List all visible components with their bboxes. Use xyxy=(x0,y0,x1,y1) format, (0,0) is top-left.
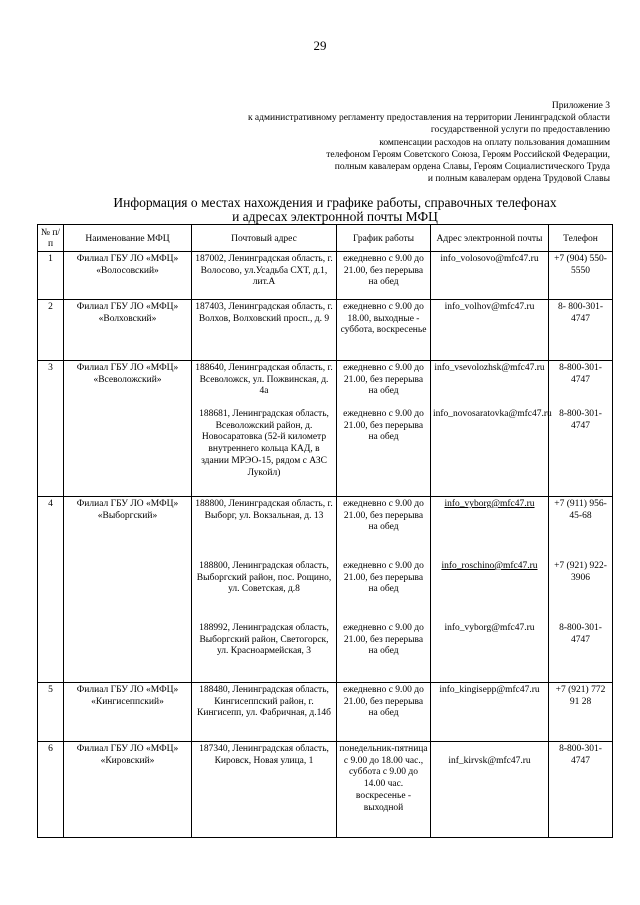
table-row xyxy=(38,742,613,838)
appendix-line: Приложение 3 xyxy=(551,101,610,111)
title-line: и адресах электронной почты МФЦ xyxy=(232,209,438,224)
table-row xyxy=(38,252,613,300)
email-link[interactable]: inf_kirvsk@mfc47.ru xyxy=(448,756,531,766)
table-row xyxy=(38,300,613,361)
phone-entry: +7 (911) 956-45-68 xyxy=(554,499,607,521)
schedule-entry: ежедневно с 9.00 до 21.00, без перерыва на обед xyxy=(343,623,424,657)
postal-address xyxy=(192,361,337,497)
row-number: 4 xyxy=(38,497,64,683)
mfc-name: Филиал ГБУ ЛО «МФЦ» «Выборгский» xyxy=(64,497,192,683)
table-row xyxy=(38,361,613,497)
postal-address: 188480, Ленинградская область, Кингисеппский район, г. Кингисепп, ул. Фабричная, д.14б xyxy=(192,683,337,742)
schedule-entry: ежедневно с 9.00 до 21.00, без перерыва на обед xyxy=(343,499,424,533)
appendix-line: полным кавалерам ордена Славы, Героям Социалистического Труда xyxy=(334,162,610,173)
work-schedule xyxy=(337,497,431,683)
postal-address: 187340, Ленинградская область, Кировск, Новая улица, 1 xyxy=(192,742,337,838)
email-address xyxy=(431,497,549,683)
work-schedule: ежедневно с 9.00 до 21.00, без перерыва на обед xyxy=(337,252,431,300)
postal-address: 187002, Ленинградская область, г. Волосово, ул.Усадьба СХТ, д.1, лит.А xyxy=(192,252,337,300)
phone-entry: 8-800-301-4747 xyxy=(559,623,602,645)
schedule-entry: ежедневно с 9.00 до 21.00, без перерыва на обед xyxy=(343,561,424,595)
address-entry: 188800, Ленинградская область, Выборгский район, пос. Рощино, ул. Советская, д.8 xyxy=(196,561,332,595)
mfc-name: Филиал ГБУ ЛО «МФЦ» «Кингисеппский» xyxy=(64,683,192,742)
row-number: 3 xyxy=(38,361,64,497)
appendix-header xyxy=(190,100,610,185)
phone-number xyxy=(549,361,613,497)
appendix-line: к административному регламенту предоставления на территории Ленинградской области xyxy=(247,113,610,124)
work-schedule: понедельник-пятница с 9.00 до 18.00 час., суббота с 9.00 до 14.00 час. воскресенье - выходной xyxy=(337,742,431,838)
header-phone: Телефон xyxy=(549,225,613,252)
email-link[interactable]: info_volhov@mfc47.ru xyxy=(444,302,535,312)
appendix-line: телефоном Героям Советского Союза, Героям Российской Федерации, xyxy=(326,149,610,160)
email-link[interactable]: info_vyborg@mfc47.ru xyxy=(444,499,535,509)
email-address xyxy=(431,742,549,838)
address-entry: 188640, Ленинградская область, г. Всеволожск, ул. Пожвинская, д. 4а xyxy=(195,363,333,397)
header-address: Почтовый адрес xyxy=(192,225,337,252)
address-entry: 188681, Ленинградская область, Всеволожский район, д. Новосаратовка (52-й километр внутреннего кольца КАД, в здании МРЭО-15, рядом с АЗС Лукойл) xyxy=(199,409,329,478)
postal-address: 187403, Ленинградская область, г. Волхов, Волховский просп., д. 9 xyxy=(192,300,337,361)
header-name: Наименование МФЦ xyxy=(64,225,192,252)
phone-number: 8- 800-301-4747 xyxy=(549,300,613,361)
table-row xyxy=(38,497,613,683)
header-number: № п/п xyxy=(38,225,64,252)
email-link[interactable]: info_volosovo@mfc47.ru xyxy=(440,254,539,264)
work-schedule xyxy=(337,361,431,497)
row-number: 2 xyxy=(38,300,64,361)
row-number: 5 xyxy=(38,683,64,742)
table-row xyxy=(38,683,613,742)
email-address xyxy=(431,361,552,497)
page-number: 29 xyxy=(313,38,327,53)
email-link[interactable]: info_kingisepp@mfc47.ru xyxy=(439,685,540,695)
email-address xyxy=(431,300,549,361)
mfc-name: Филиал ГБУ ЛО «МФЦ» «Волосовский» xyxy=(64,252,192,300)
phone-number: +7 (921) 772 91 28 xyxy=(549,683,613,742)
header-email: Адрес электронной почты xyxy=(431,225,549,252)
email-address xyxy=(431,252,549,300)
email-address xyxy=(431,683,549,742)
email-link[interactable]: info_roschino@mfc47.ru xyxy=(441,561,538,571)
schedule-entry: ежедневно с 9.00 до 21.00, без перерыва на обед xyxy=(343,409,424,443)
header-schedule: График работы xyxy=(337,225,431,252)
email-link[interactable]: info_novosaratovka@mfc47.ru xyxy=(433,409,552,419)
schedule-entry: ежедневно с 9.00 до 21.00, без перерыва на обед xyxy=(343,363,424,397)
appendix-line: государственной услуги по предоставлению xyxy=(430,125,610,136)
row-number: 6 xyxy=(38,742,64,838)
postal-address xyxy=(192,497,337,683)
appendix-line: компенсации расходов на оплату пользования домашним xyxy=(379,137,610,148)
title-line: Информация о местах нахождения и графике работы, справочных телефонах xyxy=(113,195,557,210)
phone-number: 8-800-301-4747 xyxy=(549,742,613,838)
phone-number xyxy=(549,497,613,683)
phone-entry: 8-800-301-4747 xyxy=(559,363,602,385)
mfc-table xyxy=(37,224,613,838)
phone-number: +7 (904) 550-5550 xyxy=(549,252,613,300)
mfc-name: Филиал ГБУ ЛО «МФЦ» «Волховский» xyxy=(64,300,192,361)
email-link[interactable]: info_vsevolozhsk@mfc47.ru xyxy=(434,363,545,373)
phone-entry: +7 (921) 922-3906 xyxy=(554,561,607,583)
work-schedule: ежедневно с 9.00 до 18.00, выходные - суббота, воскресенье xyxy=(337,300,431,361)
phone-entry: 8-800-301-4747 xyxy=(559,409,602,431)
work-schedule: ежедневно с 9.00 до 21.00, без перерыва на обед xyxy=(337,683,431,742)
appendix-line: и полным кавалерам ордена Трудовой Славы xyxy=(427,174,610,185)
row-number: 1 xyxy=(38,252,64,300)
address-entry: 188992, Ленинградская область, Выборгский район, Светогорск, ул. Красноармейская, 3 xyxy=(199,623,329,657)
address-entry: 188800, Ленинградская область, г. Выборг, ул. Вокзальная, д. 13 xyxy=(195,499,333,521)
mfc-name: Филиал ГБУ ЛО «МФЦ» «Всеволожский» xyxy=(64,361,192,497)
mfc-name: Филиал ГБУ ЛО «МФЦ» «Кировский» xyxy=(64,742,192,838)
email-link[interactable]: info_vyborg@mfc47.ru xyxy=(444,623,535,633)
document-title xyxy=(40,196,630,224)
